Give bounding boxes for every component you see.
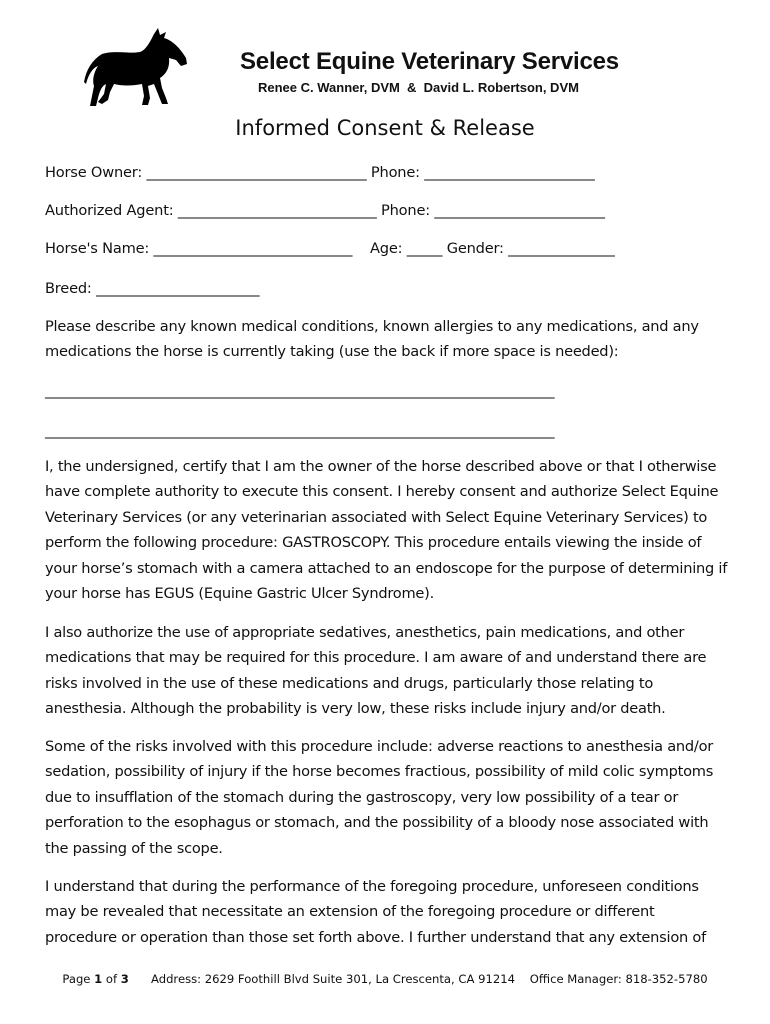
document-title: Informed Consent & Release bbox=[235, 116, 535, 140]
office-manager-phone: Office Manager: 818-352-5780 bbox=[529, 972, 708, 986]
clinic-name: Select Equine Veterinary Services bbox=[240, 48, 619, 75]
breed-field[interactable]: Breed: _______________________ bbox=[45, 280, 260, 297]
medical-conditions-prompt: Please describe any known medical conditions, known allergies to any medications, and any medications the horse is currently taking (use the back if more space is needed): bbox=[45, 318, 699, 361]
page-footer bbox=[0, 972, 770, 986]
medical-blank-line-1[interactable]: ____________________________________________________________________________ bbox=[45, 382, 554, 399]
horse-owner-field[interactable]: Horse Owner: _______________________________ Phone: ________________________ bbox=[45, 164, 595, 181]
of-word: of bbox=[105, 972, 118, 986]
consent-paragraph-1: I, the undersigned, certify that I am the owner of the horse described above or that I otherwise have complete authority to execute this consent. I hereby consent and authorize Select Equine Veterinary Services (or any veterinarian associated with Select Equine Veterinary Services) to perform the following procedure: GASTROSCOPY. This procedure entails viewing the inside of your horse’s stomach with a camera attached to an endoscope for the purpose of determining if your horse has EGUS (Equine Gastric Ulcer Syndrome). bbox=[45, 458, 728, 603]
page-total: 3 bbox=[120, 972, 129, 986]
footer-address: Address: 2629 Foothill Blvd Suite 301, La Crescenta, CA 91214 bbox=[150, 972, 515, 986]
page-number: 1 bbox=[94, 972, 103, 986]
horse-logo-icon bbox=[84, 28, 188, 108]
medical-blank-line-2[interactable]: ____________________________________________________________________________ bbox=[45, 422, 554, 439]
consent-paragraph-4: I understand that during the performance of the foregoing procedure, unforeseen conditions may be revealed that necessitate an extension of the foregoing procedure or different procedure or operation than those set forth above. I further understand that any extension of bbox=[45, 878, 706, 946]
consent-paragraph-2: I also authorize the use of appropriate sedatives, anesthetics, pain medications, and other medications that may be required for this procedure. I am aware of and understand there are risks involved in the use of these medications and drugs, particularly those relating to anesthesia. Although the probability is very low, these risks include injury and/or death. bbox=[45, 624, 707, 718]
authorized-agent-field[interactable]: Authorized Agent: ____________________________ Phone: ________________________ bbox=[45, 202, 605, 219]
risks-paragraph: Some of the risks involved with this procedure include: adverse reactions to anesthesia and/or sedation, possibility of injury if the horse becomes fractious, possibility of mild colic symptoms due to insufflation of the stomach during the gastroscopy, very low possibility of a tear or perforation to the esophagus or stomach, and the possibility of a bloody nose associated with the passing of the scope. bbox=[45, 738, 714, 857]
veterinarian-names: Renee C. Wanner, DVM & David L. Robertson, DVM bbox=[258, 80, 579, 95]
horse-name-age-gender-field[interactable]: Horse's Name: ____________________________ Age: _____ Gender: _______________ bbox=[45, 240, 615, 257]
page-word: Page bbox=[62, 972, 91, 986]
